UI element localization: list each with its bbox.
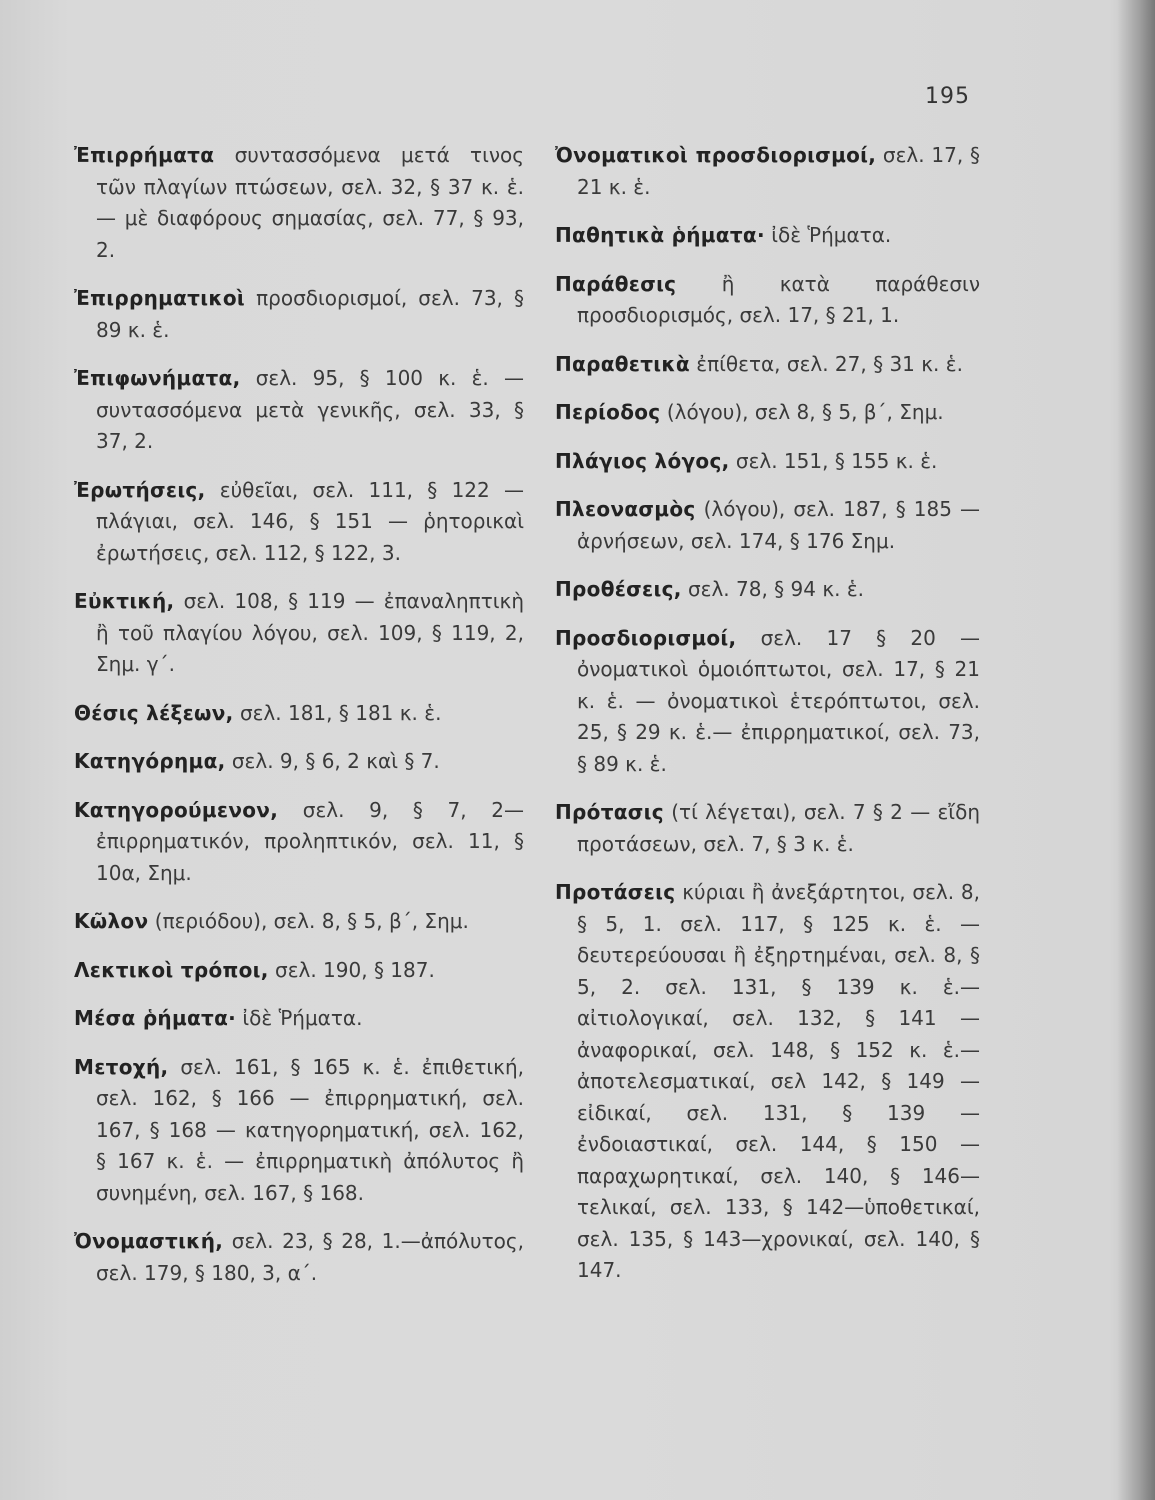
entry-text: (λόγου), σελ 8, § 5, β΄, Σημ. xyxy=(666,400,944,424)
entry-text: σελ. 78, § 94 κ. ἑ. xyxy=(687,577,865,601)
entry-head: Παραθετικὰ xyxy=(555,351,690,376)
entry-head: Λεκτικοὶ τρόποι, xyxy=(74,957,269,982)
index-entry xyxy=(74,586,524,681)
entry-text: (περιόδου), σελ. 8, § 5, β΄, Σημ. xyxy=(154,909,469,933)
entry-text: σελ. 17, § 21 κ. ἑ. xyxy=(577,143,980,199)
index-entry xyxy=(555,397,980,429)
index-entry xyxy=(555,623,980,781)
index-entry xyxy=(555,269,980,332)
index-entry xyxy=(74,1052,524,1210)
entry-head: Ὀνοματικοὶ προσδιορισμοί, xyxy=(555,143,877,167)
entry-head: Κατηγόρημα, xyxy=(74,749,226,773)
entry-head: Κατηγορούμενον, xyxy=(74,797,279,822)
entry-head: Κῶλον xyxy=(74,909,149,933)
entry-head: Ἐπιρρήματα xyxy=(74,143,215,167)
entry-head: Ἐπιφωνήματα, xyxy=(74,366,241,390)
entry-text: (λόγου), σελ. 187, § 185 — ἀρνήσεων, σελ. 174, § 176 Σημ. xyxy=(577,497,981,553)
entry-text: εὐθεῖαι, σελ. 111, § 122 — πλάγιαι, σελ. 146, § 151 — ῥητορικαὶ ἐρωτήσεις, σελ. 112, § 122, 3. xyxy=(96,477,525,565)
index-entry xyxy=(74,283,524,346)
entry-head: Προσδιορισμοί, xyxy=(555,625,737,650)
entry-text: σελ. 23, § 28, 1.—ἀπόλυτος, σελ. 179, § 180, 3, α΄. xyxy=(96,1229,525,1285)
index-entry xyxy=(74,698,524,730)
index-entry xyxy=(555,220,980,252)
entry-text: σελ. 9, § 7, 2—ἐπιρρηματικόν, προληπτικόν, σελ. 11, § 10α, Σημ. xyxy=(96,797,525,885)
index-entry xyxy=(74,795,524,890)
index-entry xyxy=(555,494,980,557)
index-entry xyxy=(74,475,524,570)
entry-head: Παράθεσις xyxy=(555,271,677,296)
entry-text: σελ. 9, § 6, 2 καὶ § 7. xyxy=(231,749,440,773)
entry-text: σελ. 108, § 119 — ἐπαναληπτικὴ ἢ τοῦ πλαγίου λόγου, σελ. 109, § 119, 2, Σημ. γ΄. xyxy=(96,589,524,676)
entry-head: Πλάγιος λόγος, xyxy=(555,448,730,473)
index-entry xyxy=(74,746,524,778)
entry-head: Μέσα ῥήματα· xyxy=(74,1006,237,1030)
index-entry xyxy=(74,906,524,938)
entry-head: Ἐρωτήσεις, xyxy=(74,477,206,502)
index-entry xyxy=(555,574,980,606)
index-entry xyxy=(74,1226,524,1289)
entry-text: ἰδὲ Ῥήματα. xyxy=(771,223,892,247)
entry-head: Προτάσεις xyxy=(555,880,676,904)
entry-text: σελ. 17 § 20 — ὀνοματικοὶ ὁμοιόπτωτοι, σελ. 17, § 21 κ. ἑ. — ὀνοματικοὶ ἑτερόπτωτοι, σελ. 25, § 29 κ. ἑ.— ἐπιρρηματικοί, σελ. 73, § 89 κ. ἑ. xyxy=(577,625,981,776)
entry-head: Εὐκτική, xyxy=(74,589,175,613)
entry-text: ἢ κατὰ παράθεσιν προσδιορισμός, σελ. 17, § 21, 1. xyxy=(577,271,980,327)
entry-text: κύριαι ἢ ἀνεξάρτητοι, σελ. 8, § 5, 1. σελ. 117, § 125 κ. ἑ. — δευτερεύουσαι ἢ ἐξηρτημέναι, σελ. 8, § 5, 2. σελ. 131, § 139 κ. ἑ.— αἰτιολογικαί, σελ. 132, § 141 — ἀναφορικαί, σελ. 148, § 152 κ. ἑ.—ἀποτελεσματικαί, σελ 142, § 149 — εἰδικαί, σελ. 131, § 139 — ἐνδοιαστικαί, σελ. 144, § 150 — παραχωρητικαί, σελ. 140, § 146—τελικαί, σελ. 133, § 142—ὑποθετικαί, σελ. 135, § 143—χρονικαί, σελ. 140, § 147. xyxy=(577,880,980,1282)
entry-text: σελ. 151, § 155 κ. ἑ. xyxy=(735,448,938,473)
index-entry xyxy=(74,1003,524,1035)
entry-text: προσδιορισμοί, σελ. 73, § 89 κ. ἑ. xyxy=(96,286,525,342)
entry-head: Προθέσεις, xyxy=(555,577,682,601)
entry-text: σελ. 181, § 181 κ. ἑ. xyxy=(239,700,442,725)
index-entry xyxy=(555,140,980,203)
entry-text: σελ. 190, § 187. xyxy=(275,957,435,982)
entry-head: Ἐπιρρηματικοὶ xyxy=(74,286,245,310)
left-column xyxy=(74,140,524,1306)
entry-text: σελ. 95, § 100 κ. ἑ. — συντασσόμενα μετὰ γενικῆς, σελ. 33, § 37, 2. xyxy=(96,366,524,453)
entry-text: ἐπίθετα, σελ. 27, § 31 κ. ἑ. xyxy=(696,351,963,376)
index-entry xyxy=(74,955,524,987)
index-entry xyxy=(74,363,524,458)
page-number: 195 xyxy=(925,84,970,109)
entry-text: συντασσόμενα μετά τινος τῶν πλαγίων πτώσεων, σελ. 32, § 37 κ. ἑ.— μὲ διαφόρους σημασίας, σελ. 77, § 93, 2. xyxy=(96,143,524,262)
entry-text: σελ. 161, § 165 κ. ἑ. ἐπιθετική, σελ. 162, § 166 — ἐπιρρηματική, σελ. 167, § 168 — κατηγορηματική, σελ. 162, § 167 κ. ἑ. — ἐπιρρηματικὴ ἀπόλυτος ἢ συνημένη, σελ. 167, § 168. xyxy=(96,1054,525,1205)
entry-head: Πρότασις xyxy=(555,800,664,824)
entry-head: Πλεονασμὸς xyxy=(555,497,696,521)
index-entry xyxy=(555,877,980,1287)
index-entry xyxy=(555,797,980,860)
entry-head: Θέσις λέξεων, xyxy=(74,700,234,725)
entry-head: Περίοδος xyxy=(555,400,661,424)
entry-head: Παθητικὰ ῥήματα· xyxy=(555,223,765,247)
entry-text: (τί λέγεται), σελ. 7 § 2 — εἴδη προτάσεων, σελ. 7, § 3 κ. ἑ. xyxy=(577,800,980,856)
entry-head: Μετοχή, xyxy=(74,1054,169,1079)
index-entry xyxy=(555,446,980,478)
right-column xyxy=(555,140,980,1304)
index-entry xyxy=(74,140,524,266)
page-spine-shadow xyxy=(1117,0,1155,1500)
entry-text: ἰδὲ Ῥήματα. xyxy=(242,1006,363,1030)
entry-head: Ὀνομαστική, xyxy=(74,1229,224,1253)
index-entry xyxy=(555,349,980,381)
